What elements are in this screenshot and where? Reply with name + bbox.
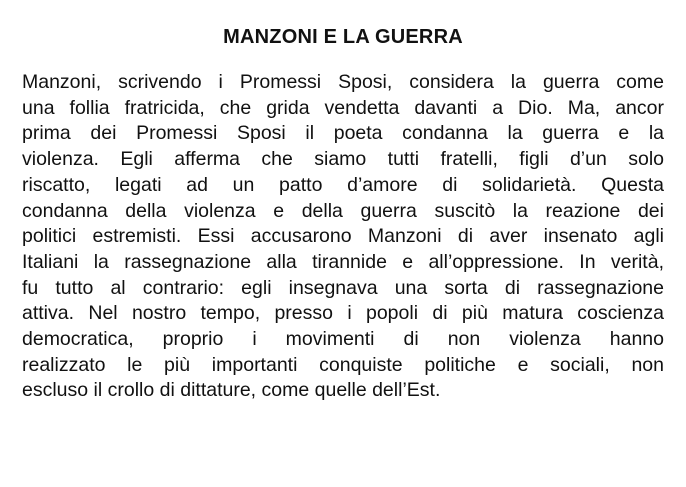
paragraph-line: violenza. Egli afferma che siamo tutti fratelli, figli d’un solo	[22, 148, 664, 171]
paragraph-line: attiva. Nel nostro tempo, presso i popoli di più matura coscienza	[22, 302, 664, 325]
document-paragraph	[22, 70, 664, 404]
paragraph-line: condanna della violenza e della guerra suscitò la reazione dei	[22, 199, 664, 222]
document-title: MANZONI E LA GUERRA	[223, 26, 463, 48]
paragraph-line: una follia fratricida, che grida vendetta davanti a Dio. Ma, ancor	[22, 96, 664, 119]
paragraph-line: fu tutto al contrario: egli insegnava una sorta di rassegnazione	[22, 276, 664, 299]
paragraph-line: politici estremisti. Essi accusarono Manzoni di aver insenato agli	[22, 225, 664, 248]
paragraph-line: democratica, proprio i movimenti di non violenza hanno	[22, 328, 664, 351]
paragraph-line: escluso il crollo di dittature, come quelle dell’Est.	[22, 379, 441, 402]
paragraph-line: riscatto, legati ad un patto d’amore di solidarietà. Questa	[22, 173, 664, 196]
paragraph-line: Manzoni, scrivendo i Promessi Sposi, considera la guerra come	[22, 71, 664, 93]
paragraph-line: prima dei Promessi Sposi il poeta condanna la guerra e la	[22, 122, 664, 145]
paragraph-line: Italiani la rassegnazione alla tirannide e all’oppressione. In verità,	[22, 250, 664, 273]
paragraph-line: realizzato le più importanti conquiste politiche e sociali, non	[22, 353, 664, 376]
